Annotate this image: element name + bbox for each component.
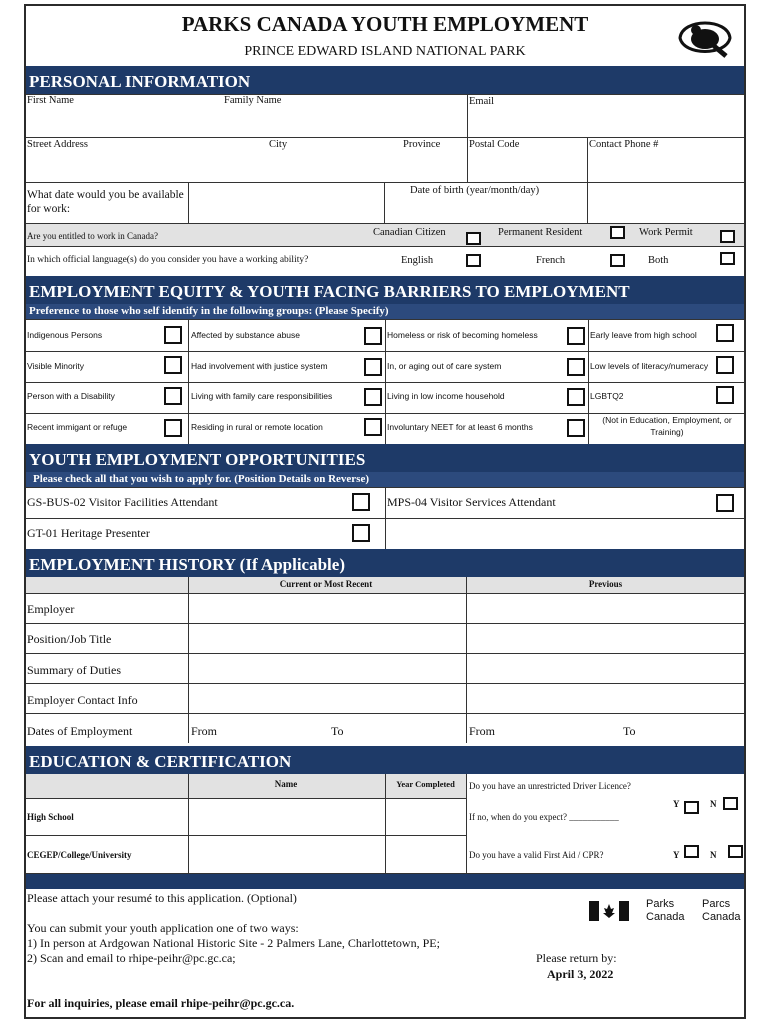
parks-en-line2: Canada — [646, 911, 685, 923]
equity-family-care-checkbox[interactable] — [364, 388, 382, 406]
position-heritage-checkbox[interactable] — [352, 524, 370, 542]
licence-y-label: Y — [673, 799, 680, 809]
firstaid-y-label: Y — [673, 850, 680, 860]
resident-label: Permanent Resident — [498, 227, 583, 238]
return-by-label: Please return by: — [536, 951, 617, 965]
form-title: PARKS CANADA YOUTH EMPLOYMENT — [181, 12, 589, 36]
application-form — [24, 4, 746, 1019]
citizen-checkbox[interactable] — [466, 232, 481, 245]
personal-heading: PERSONAL INFORMATION — [26, 66, 744, 94]
attach-resume-note: Please attach your resumé to this application. (Optional) — [27, 891, 297, 905]
language-label: In which official language(s) do you consider you have a working ability? — [27, 255, 309, 265]
history-heading: EMPLOYMENT HISTORY (If Applicable) — [26, 549, 744, 577]
equity-rural-checkbox[interactable] — [364, 418, 382, 436]
email-field[interactable] — [468, 106, 744, 136]
education-heading: EDUCATION & CERTIFICATION — [26, 746, 744, 774]
history-current-from-label: From — [191, 724, 218, 738]
firstaid-question: Do you have a valid First Aid / CPR? — [469, 850, 604, 860]
province-label: Province — [403, 139, 441, 150]
first-name-label: First Name — [27, 95, 74, 106]
french-label: French — [536, 255, 566, 266]
equity-neet-checkbox[interactable] — [567, 419, 585, 437]
firstaid-yes-checkbox[interactable] — [684, 845, 699, 858]
firstaid-no-checkbox[interactable] — [728, 845, 743, 858]
equity-indigenous-checkbox[interactable] — [164, 326, 182, 344]
both-label: Both — [648, 255, 669, 266]
parks-canada-wordmark-fr — [702, 898, 741, 924]
position-services-checkbox[interactable] — [716, 494, 734, 512]
equity-low-income-checkbox[interactable] — [567, 388, 585, 406]
equity-family-care-label: Living with family care responsibilities — [191, 391, 333, 401]
inquiries-note: For all inquiries, please email rhipe-peihr@pc.gc.ca. — [27, 996, 295, 1010]
history-contact-label: Employer Contact Info — [27, 693, 138, 707]
french-checkbox[interactable] — [610, 254, 625, 267]
dob-label: Date of birth (year/month/day) — [410, 185, 540, 196]
parks-fr-line2: Canada — [702, 911, 741, 923]
address-field[interactable] — [26, 151, 466, 181]
equity-lgbtq-label: LGBTQ2 — [590, 391, 624, 401]
equity-early-leave-label: Early leave from high school — [590, 330, 697, 340]
postal-label: Postal Code — [469, 139, 520, 150]
phone-label: Contact Phone # — [589, 139, 659, 150]
licence-question: Do you have an unrestricted Driver Licence? — [469, 781, 631, 791]
equity-low-income-label: Living in low income household — [387, 391, 505, 401]
parks-canada-wordmark-en — [646, 898, 685, 924]
history-previous-to-label: To — [623, 724, 636, 738]
parks-en-line1: Parks — [646, 898, 675, 910]
history-previous-from-label: From — [469, 724, 496, 738]
equity-immigrant-label: Recent immigant or refuge — [27, 422, 128, 432]
opportunities-heading: YOUTH EMPLOYMENT OPPORTUNITIES — [26, 444, 744, 472]
equity-indigenous-label: Indigenous Persons — [27, 330, 103, 340]
licence-n-label: N — [710, 799, 717, 809]
equity-disability-checkbox[interactable] — [164, 387, 182, 405]
position-facilities-label: GS-BUS-02 Visitor Facilities Attendant — [27, 495, 218, 509]
equity-substance-checkbox[interactable] — [364, 327, 382, 345]
permit-label: Work Permit — [639, 227, 693, 238]
phone-field[interactable] — [588, 151, 744, 181]
submit-ways-note: You can submit your youth application one of two ways: — [27, 921, 299, 935]
family-name-label: Family Name — [224, 95, 282, 106]
equity-literacy-checkbox[interactable] — [716, 356, 734, 374]
city-label: City — [269, 139, 288, 150]
history-current-to-label: To — [331, 724, 344, 738]
equity-heading: EMPLOYMENT EQUITY & YOUTH FACING BARRIERS TO EMPLOYMENT — [26, 276, 744, 304]
footer-band — [26, 874, 744, 889]
name-field[interactable] — [26, 106, 466, 136]
equity-homeless-checkbox[interactable] — [567, 327, 585, 345]
equity-justice-checkbox[interactable] — [364, 358, 382, 376]
equity-subheading: Preference to those who self identify in the following groups: (Please Specify) — [26, 304, 744, 319]
position-services-label: MPS-04 Visitor Services Attendant — [387, 495, 556, 509]
equity-neet-note: (Not in Education, Employment, or Training) — [602, 415, 732, 437]
equity-minority-checkbox[interactable] — [164, 356, 182, 374]
licence-yes-checkbox[interactable] — [684, 801, 699, 814]
both-checkbox[interactable] — [720, 252, 735, 265]
equity-rural-label: Residing in rural or remote location — [191, 422, 323, 432]
equity-minority-label: Visible Minority — [27, 361, 85, 371]
equity-lgbtq-checkbox[interactable] — [716, 386, 734, 404]
postal-field[interactable] — [468, 151, 586, 181]
return-by-date: April 3, 2022 — [547, 967, 614, 981]
citizen-label: Canadian Citizen — [373, 227, 446, 238]
email-label: Email — [469, 96, 495, 107]
availability-label: What date would you be available for work: — [27, 189, 184, 215]
history-current-header: Current or Most Recent — [279, 579, 373, 589]
canada-flag-icon — [589, 901, 629, 926]
equity-homeless-label: Homeless or risk of becoming homeless — [387, 330, 538, 340]
history-duties-label: Summary of Duties — [27, 663, 121, 677]
equity-justice-label: Had involvement with justice system — [191, 361, 328, 371]
equity-neet-label: Involuntary NEET for at least 6 months — [387, 422, 533, 432]
parks-fr-line1: Parcs — [702, 898, 731, 910]
history-dates-label: Dates of Employment — [27, 724, 133, 738]
cegep-label: CEGEP/College/University — [27, 850, 132, 860]
resident-checkbox[interactable] — [610, 226, 625, 239]
education-year-header: Year Completed — [396, 779, 455, 789]
submit-option-2: 2) Scan and email to rhipe-peihr@pc.gc.ca; — [27, 951, 236, 965]
equity-care-system-checkbox[interactable] — [567, 358, 585, 376]
history-position-label: Position/Job Title — [27, 632, 112, 646]
high-school-label: High School — [27, 812, 74, 822]
equity-literacy-label: Low levels of literacy/numeracy — [590, 361, 709, 371]
equity-substance-label: Affected by substance abuse — [191, 330, 301, 340]
equity-immigrant-checkbox[interactable] — [164, 419, 182, 437]
history-previous-header: Previous — [588, 579, 623, 589]
equity-care-system-label: In, or aging out of care system — [387, 361, 502, 371]
history-employer-label: Employer — [27, 602, 75, 616]
form-subtitle: PRINCE EDWARD ISLAND NATIONAL PARK — [244, 44, 526, 59]
street-label: Street Address — [27, 139, 88, 150]
equity-disability-label: Person with a Disability — [27, 391, 115, 401]
equity-early-leave-checkbox[interactable] — [716, 324, 734, 342]
beaver-logo-icon — [674, 12, 736, 69]
position-heritage-label: GT-01 Heritage Presenter — [27, 526, 150, 540]
availability-field[interactable] — [189, 183, 384, 222]
education-name-header: Name — [274, 779, 298, 789]
submit-option-1: 1) In person at Ardgowan National Historic Site - 2 Palmers Lane, Charlottetown, PE; — [27, 936, 440, 950]
dob-field[interactable] — [385, 198, 587, 222]
english-label: English — [401, 255, 434, 266]
licence-expect-label: If no, when do you expect? ___________ — [469, 812, 619, 822]
licence-no-checkbox[interactable] — [723, 797, 738, 810]
firstaid-n-label: N — [710, 850, 717, 860]
position-facilities-checkbox[interactable] — [352, 493, 370, 511]
opportunities-subheading: Please check all that you wish to apply for. (Position Details on Reverse) — [26, 472, 744, 487]
english-checkbox[interactable] — [466, 254, 481, 267]
entitled-label: Are you entitled to work in Canada? — [27, 231, 158, 241]
permit-checkbox[interactable] — [720, 230, 735, 243]
